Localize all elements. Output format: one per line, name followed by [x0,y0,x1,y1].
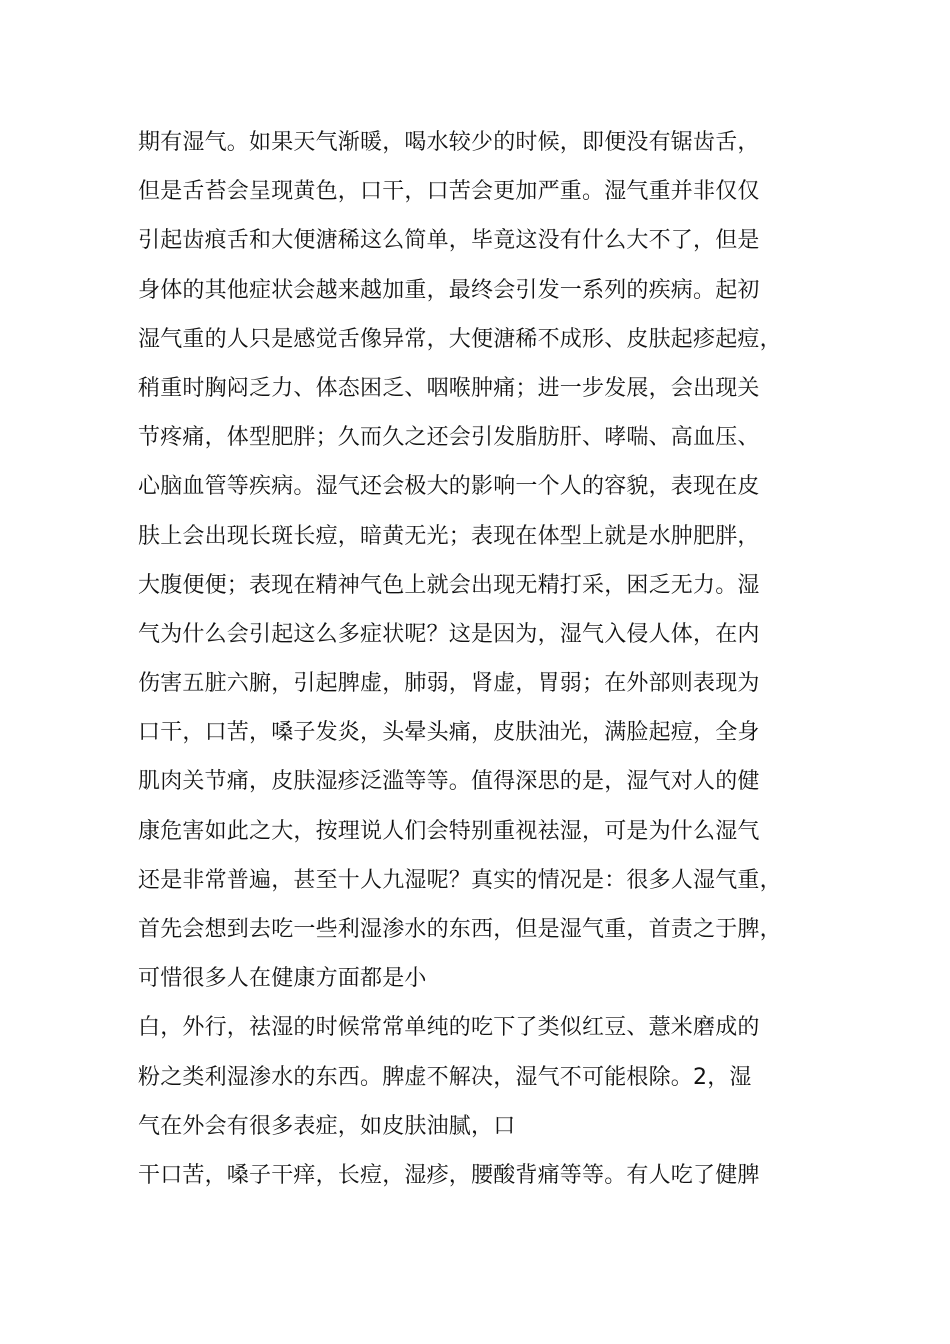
body-text [138,118,828,1200]
text-line: 口干，口苦，嗓子发炎，头晕头痛，皮肤油光，满脸起痘，全身 [138,720,760,746]
text-line: 肤上会出现长斑长痘，暗黄无光；表现在体型上就是水肿肥胖， [138,523,760,549]
text-line: 期有湿气。如果天气渐暖，喝水较少的时候，即便没有锯齿舌， [138,130,760,155]
text-line: 首先会想到去吃一些利湿渗水的东西，但是湿气重，首责之于脾， [138,917,782,942]
text-line: 白，外行，祛湿的时候常常单纯的吃下了类似红豆、薏米磨成的 [138,1015,760,1041]
text-line: 干口苦，嗓子干痒，长痘，湿疹，腰酸背痛等等。有人吃了健脾 [138,1162,760,1188]
text-line: 引起齿痕舌和大便溏稀这么简单，毕竟这没有什么大不了，但是 [138,228,760,254]
text-line: 还是非常普遍，甚至十人九湿呢？真实的情况是：很多人湿气重， [138,867,782,893]
text-line: 稍重时胸闷乏力、体态困乏、咽喉肿痛；进一步发展，会出现关 [138,375,760,401]
text-line: 心脑血管等疾病。湿气还会极大的影响一个人的容貌，表现在皮 [138,474,760,500]
text-line: 身体的其他症状会越来越加重，最终会引发一系列的疾病。起初 [138,277,760,303]
text-line: 气在外会有很多表症，如皮肤油腻，口 [138,1113,516,1139]
text-line: 粉之类利湿渗水的东西。脾虚不解决，湿气不可能根除。2，湿 [138,1064,752,1090]
text-line: 但是舌苔会呈现黄色，口干，口苦会更加严重。湿气重并非仅仅 [138,179,760,205]
text-line: 可惜很多人在健康方面都是小 [138,966,427,992]
text-line: 湿气重的人只是感觉舌像异常，大便溏稀不成形、皮肤起疹起痘， [138,326,782,352]
text-line: 肌肉关节痛，皮肤湿疹泛滥等等。值得深思的是，湿气对人的健 [138,769,760,795]
text-line: 伤害五脏六腑，引起脾虚，肺弱，肾虚，胃弱；在外部则表现为 [138,671,760,697]
text-line: 康危害如此之大，按理说人们会特别重视祛湿，可是为什么湿气 [138,818,760,844]
text-line: 大腹便便；表现在精神气色上就会出现无精打采，困乏无力。湿 [138,572,760,598]
text-line: 节疼痛，体型肥胖；久而久之还会引发脂肪肝、哮喘、高血压、 [138,425,760,451]
text-line: 气为什么会引起这么多症状呢？这是因为，湿气入侵人体，在内 [138,621,760,647]
